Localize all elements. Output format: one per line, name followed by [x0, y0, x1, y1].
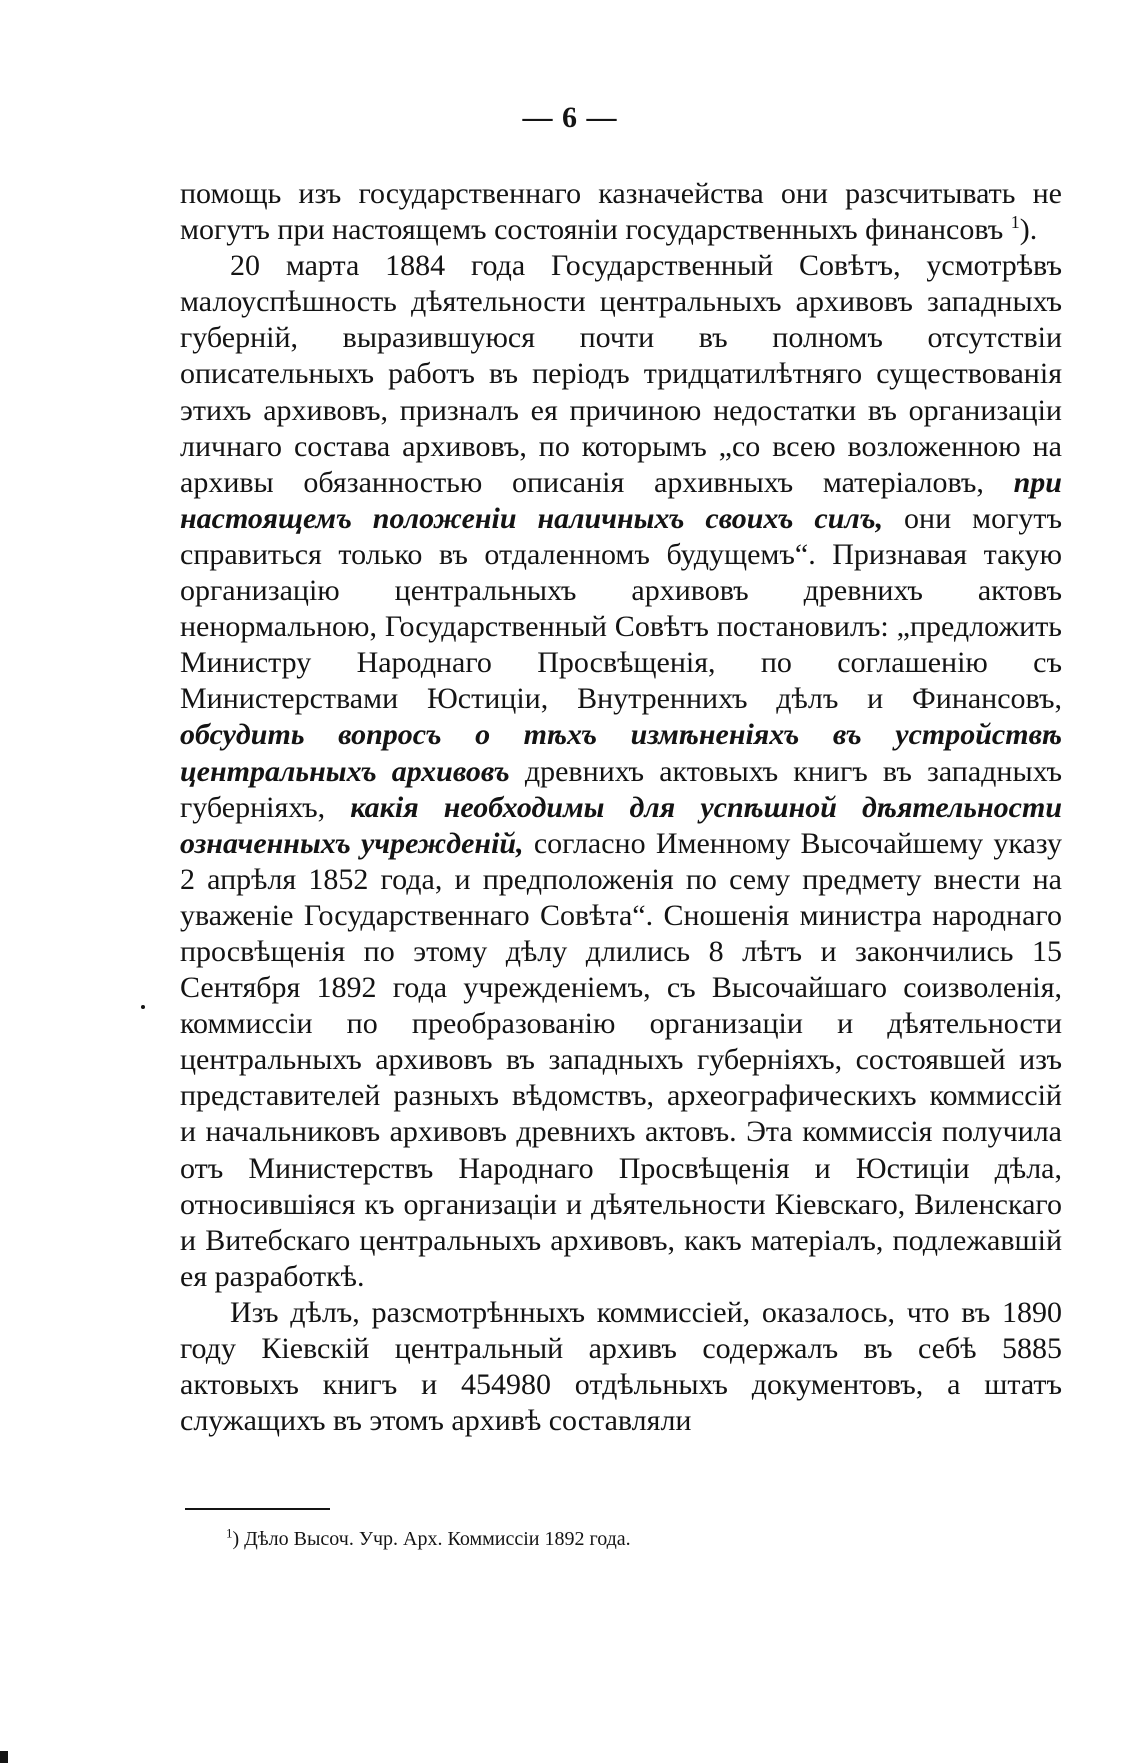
paragraph-2-text-4: согласно Именному Высочайшему указу 2 апрѣля 1852 года, и предположенія по сему предмету внести на уваженіе Государственнаго Совѣта“. Сношенія министра народнаго просвѣщенія по этому дѣлу длились 8 лѣтъ и закончились 15 Сентября 1892 года учрежденіемъ, съ Высочайшаго соизволенія, коммиссіи по преобразованію организаціи и дѣятельности центральныхъ архивовъ въ западныхъ губерніяхъ, состоявшей изъ представителей разныхъ вѣдомствъ, археографическихъ коммиссій и начальниковъ архивовъ древнихъ актовъ. Эта коммиссія получила отъ Министерствъ Народнаго Просвѣщенія и Юстиціи дѣла, относившіяся къ организаціи и дѣятельности Кіевскаго, Виленскаго и Витебскаго центральныхъ архивовъ, какъ матеріалъ, подлежавшій ея разработкѣ. [180, 826, 1063, 1293]
paragraph-1-text: помощь изъ государственнаго казначейства они разсчитывать не могутъ при настоящемъ состояніи государственныхъ финансовъ [180, 177, 1062, 247]
footnote-reference: 1 [1010, 212, 1020, 233]
emphasis-3: какія необходимы для успѣшной дѣятельности означенныхъ учрежденій, [180, 790, 1062, 860]
emphasis-2: обсудить вопросъ о тѣхъ измѣненіяхъ въ устройствѣ центральныхъ архивовъ [180, 718, 1062, 788]
print-speck [141, 1005, 145, 1009]
footnote-divider [185, 1508, 330, 1510]
paragraph-3-text: Изъ дѣлъ, разсмотрѣнныхъ коммиссіей, оказалось, что въ 1890 году Кіевскій центральный архивъ содержалъ въ себѣ 5885 актовыхъ книгъ и 454980 отдѣльныхъ документовъ, а штатъ служащихъ въ этомъ архивѣ составляли [180, 1295, 1062, 1438]
paragraph-1-end: ). [1019, 213, 1038, 247]
page-number: — 6 — [522, 101, 618, 134]
footnote [226, 1526, 631, 1552]
paragraph-2-text-3: древнихъ актовыхъ книгъ въ западныхъ губерніяхъ, [180, 754, 1063, 824]
footnote-marker: 1 [226, 1525, 233, 1541]
emphasis-1: при настоящемъ положеніи наличныхъ своихъ силъ, [180, 465, 1062, 535]
paragraph-2-text-2: они могутъ справиться только въ отдаленномъ будущемъ“. Признавая такую организацію центральныхъ архивовъ древнихъ актовъ ненормальною, Государственный Совѣтъ постановилъ: „предложить Министру Народнаго Просвѣщенія, по соглашенію съ Министерствами Юстиціи, Внутреннихъ дѣлъ и Финансовъ, [180, 501, 1062, 716]
paragraph-2-text-1: 20 марта 1884 года Государственный Совѣтъ, усмотрѣвъ малоуспѣшность дѣятельности центральныхъ архивовъ западныхъ губерній, выразившуюся почти въ полномъ отсутствіи описательныхъ работъ въ періодъ тридцатилѣтняго существованія этихъ архивовъ, призналъ ея причиною недостатки въ организаціи личнаго состава архивовъ, по которымъ „со всею возложенною на архивы обязанностью описанія архивныхъ матеріаловъ, [180, 249, 1062, 499]
paragraph-2 [180, 248, 1062, 1295]
scan-corner-mark [0, 1751, 8, 1763]
paragraph-1 [180, 176, 1062, 248]
paragraph-3 [180, 1295, 1062, 1439]
footnote-text: ) Дѣло Высоч. Учр. Арх. Коммиссіи 1892 года. [232, 1528, 631, 1550]
main-text [180, 176, 1062, 1439]
